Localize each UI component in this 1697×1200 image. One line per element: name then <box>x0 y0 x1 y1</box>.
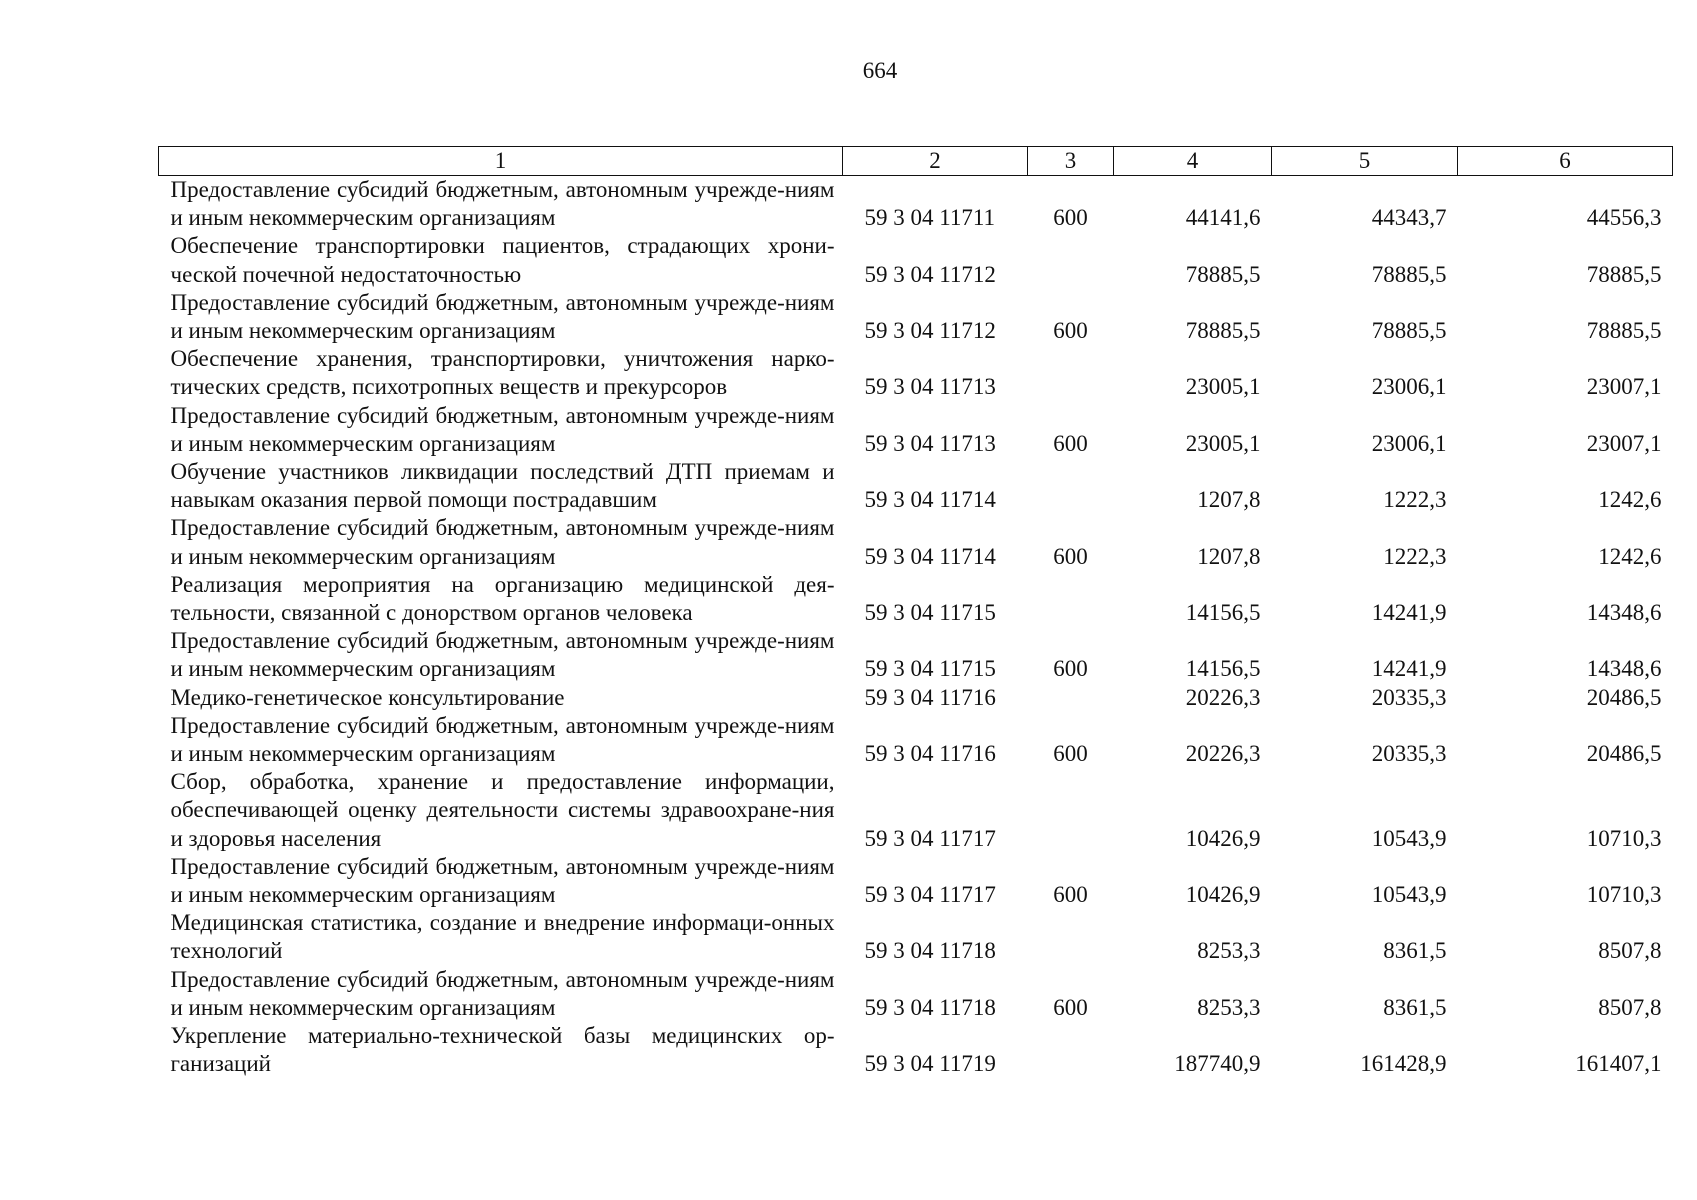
row-value-year3: 20486,5 <box>1586 684 1662 710</box>
row-code: 59 3 04 11715 <box>864 600 996 626</box>
row-description: Предоставление субсидий бюджетным, автономным учрежде-ниям и иным некоммерческим организациям <box>170 289 835 344</box>
row-code: 59 3 04 11711 <box>864 205 996 231</box>
row-value-year2: 10543,9 <box>1371 882 1447 908</box>
row-value-year1: 23005,1 <box>1185 374 1261 400</box>
row-value-year1: 1207,8 <box>1197 543 1261 569</box>
row-expense-type: 600 <box>1053 882 1088 908</box>
row-description: Медицинская статистика, создание и внедрение информаци-онных технологий <box>170 910 835 964</box>
table-row <box>159 458 1673 514</box>
table-row <box>159 232 1673 288</box>
row-value-year2: 23006,1 <box>1371 430 1447 456</box>
row-value-year3: 14348,6 <box>1586 600 1662 626</box>
table-row <box>159 176 1673 233</box>
table-row <box>159 909 1673 965</box>
table-row <box>159 1022 1673 1078</box>
row-value-year1: 23005,1 <box>1185 430 1261 456</box>
row-value-year1: 10426,9 <box>1185 882 1261 908</box>
row-value-year2: 23006,1 <box>1371 374 1447 400</box>
page-number: 664 <box>862 58 898 83</box>
row-code: 59 3 04 11718 <box>864 938 996 964</box>
row-value-year2: 20335,3 <box>1371 741 1447 767</box>
row-expense-type <box>1028 1022 1114 1078</box>
row-value-year3: 161407,1 <box>1575 1051 1662 1077</box>
column-header-5: 5 <box>1272 147 1458 176</box>
table-row <box>159 966 1673 1022</box>
budget-table <box>158 146 1673 1079</box>
row-expense-type <box>1028 684 1114 712</box>
row-code: 59 3 04 11713 <box>864 374 996 400</box>
row-description: Предоставление субсидий бюджетным, автономным учрежде-ниям и иным некоммерческим организациям <box>170 628 835 682</box>
row-expense-type <box>1028 232 1114 288</box>
row-value-year1: 1207,8 <box>1197 487 1261 513</box>
row-description: Медико-генетическое консультирование <box>170 684 565 710</box>
row-value-year1: 78885,5 <box>1185 318 1261 344</box>
row-code: 59 3 04 11712 <box>864 261 996 287</box>
row-description: Обеспечение хранения, транспортировки, уничтожения нарко-тических средств, психотропных веществ и прекурсоров <box>170 346 835 400</box>
row-value-year2: 20335,3 <box>1371 684 1447 710</box>
row-value-year1: 10426,9 <box>1185 825 1261 851</box>
table-header <box>159 147 1673 176</box>
row-value-year1: 187740,9 <box>1174 1051 1261 1077</box>
row-value-year1: 20226,3 <box>1185 684 1261 710</box>
row-value-year2: 8361,5 <box>1383 994 1447 1020</box>
row-expense-type <box>1028 345 1114 401</box>
row-value-year3: 23007,1 <box>1586 430 1662 456</box>
row-value-year3: 14348,6 <box>1586 656 1662 682</box>
table-row <box>159 402 1673 458</box>
row-expense-type: 600 <box>1053 318 1088 344</box>
row-value-year1: 20226,3 <box>1185 741 1261 767</box>
row-code: 59 3 04 11713 <box>864 430 996 456</box>
row-description: Укрепление материально-технической базы медицинских ор-ганизаций <box>170 1023 835 1077</box>
table-body <box>159 176 1673 1079</box>
table-row <box>159 345 1673 401</box>
row-expense-type: 600 <box>1053 543 1088 569</box>
row-description: Предоставление субсидий бюджетным, автономным учрежде-ниям и иным некоммерческим организациям <box>170 515 835 569</box>
row-code: 59 3 04 11716 <box>864 684 996 710</box>
row-value-year3: 78885,5 <box>1586 261 1662 287</box>
row-expense-type <box>1028 909 1114 965</box>
row-value-year2: 14241,9 <box>1371 600 1447 626</box>
row-description: Обучение участников ликвидации последствий ДТП приемам и навыкам оказания первой помощи пострадавшим <box>170 459 835 513</box>
row-value-year3: 78885,5 <box>1586 318 1662 344</box>
row-expense-type <box>1028 458 1114 514</box>
row-code: 59 3 04 11714 <box>864 487 996 513</box>
column-header-3: 3 <box>1028 147 1114 176</box>
row-code: 59 3 04 11715 <box>864 656 996 682</box>
row-description: Предоставление субсидий бюджетным, автономным учрежде-ниям и иным некоммерческим организациям <box>170 966 835 1020</box>
row-value-year3: 10710,3 <box>1586 882 1662 908</box>
row-value-year2: 1222,3 <box>1383 487 1447 513</box>
header-row <box>159 147 1673 176</box>
row-value-year3: 1242,6 <box>1598 543 1662 569</box>
row-expense-type: 600 <box>1053 741 1088 767</box>
column-header-4: 4 <box>1114 147 1272 176</box>
row-value-year1: 44141,6 <box>1185 205 1261 231</box>
row-expense-type: 600 <box>1053 205 1088 231</box>
row-value-year1: 14156,5 <box>1185 600 1261 626</box>
row-value-year1: 8253,3 <box>1197 994 1261 1020</box>
row-value-year3: 8507,8 <box>1598 938 1662 964</box>
table-row <box>159 684 1673 712</box>
row-value-year1: 14156,5 <box>1185 656 1261 682</box>
row-code: 59 3 04 11717 <box>864 825 996 851</box>
row-value-year2: 44343,7 <box>1371 205 1447 231</box>
row-value-year1: 78885,5 <box>1185 261 1261 287</box>
column-header-1: 1 <box>159 147 843 176</box>
row-expense-type <box>1028 768 1114 853</box>
table-row <box>159 627 1673 683</box>
row-value-year3: 8507,8 <box>1598 994 1662 1020</box>
row-code: 59 3 04 11718 <box>864 994 996 1020</box>
row-code: 59 3 04 11712 <box>864 318 996 344</box>
row-description: Предоставление субсидий бюджетным, автономным учрежде-ниям и иным некоммерческим организациям <box>170 853 835 908</box>
row-value-year2: 78885,5 <box>1371 261 1447 287</box>
row-expense-type: 600 <box>1053 430 1088 456</box>
row-value-year1: 8253,3 <box>1197 938 1261 964</box>
table-row <box>159 289 1673 345</box>
row-value-year2: 8361,5 <box>1383 938 1447 964</box>
row-description: Обеспечение транспортировки пациентов, страдающих хрони-ческой почечной недостаточностью <box>170 233 835 287</box>
row-value-year2: 14241,9 <box>1371 656 1447 682</box>
row-expense-type: 600 <box>1053 994 1088 1020</box>
row-code: 59 3 04 11717 <box>864 882 996 908</box>
row-description: Сбор, обработка, хранение и предоставление информации, обеспечивающей оценку деятельности системы здравоохране-ния и здоровья населения <box>170 769 835 851</box>
row-description: Предоставление субсидий бюджетным, автономным учрежде-ниям и иным некоммерческим организациям <box>170 712 835 767</box>
table-row <box>159 853 1673 909</box>
row-value-year3: 23007,1 <box>1586 374 1662 400</box>
row-value-year2: 78885,5 <box>1371 318 1447 344</box>
column-header-6: 6 <box>1458 147 1673 176</box>
row-description: Предоставление субсидий бюджетным, автономным учрежде-ниям и иным некоммерческим организациям <box>170 402 835 456</box>
row-code: 59 3 04 11716 <box>864 741 996 767</box>
table-row <box>159 514 1673 570</box>
row-description: Реализация мероприятия на организацию медицинской дея-тельности, связанной с донорством органов человека <box>170 571 835 626</box>
row-code: 59 3 04 11714 <box>864 543 996 569</box>
row-value-year3: 1242,6 <box>1598 487 1662 513</box>
table-row <box>159 712 1673 768</box>
row-code: 59 3 04 11719 <box>864 1051 996 1077</box>
row-expense-type <box>1028 571 1114 627</box>
column-header-2: 2 <box>843 147 1028 176</box>
row-value-year3: 10710,3 <box>1586 825 1662 851</box>
row-description: Предоставление субсидий бюджетным, автономным учрежде-ниям и иным некоммерческим организациям <box>170 177 835 231</box>
row-value-year2: 161428,9 <box>1360 1051 1447 1077</box>
table-row <box>159 768 1673 853</box>
row-value-year2: 10543,9 <box>1371 825 1447 851</box>
table-row <box>159 571 1673 627</box>
row-value-year3: 44556,3 <box>1586 205 1662 231</box>
row-value-year3: 20486,5 <box>1586 741 1662 767</box>
row-value-year2: 1222,3 <box>1383 543 1447 569</box>
row-expense-type: 600 <box>1053 656 1088 682</box>
